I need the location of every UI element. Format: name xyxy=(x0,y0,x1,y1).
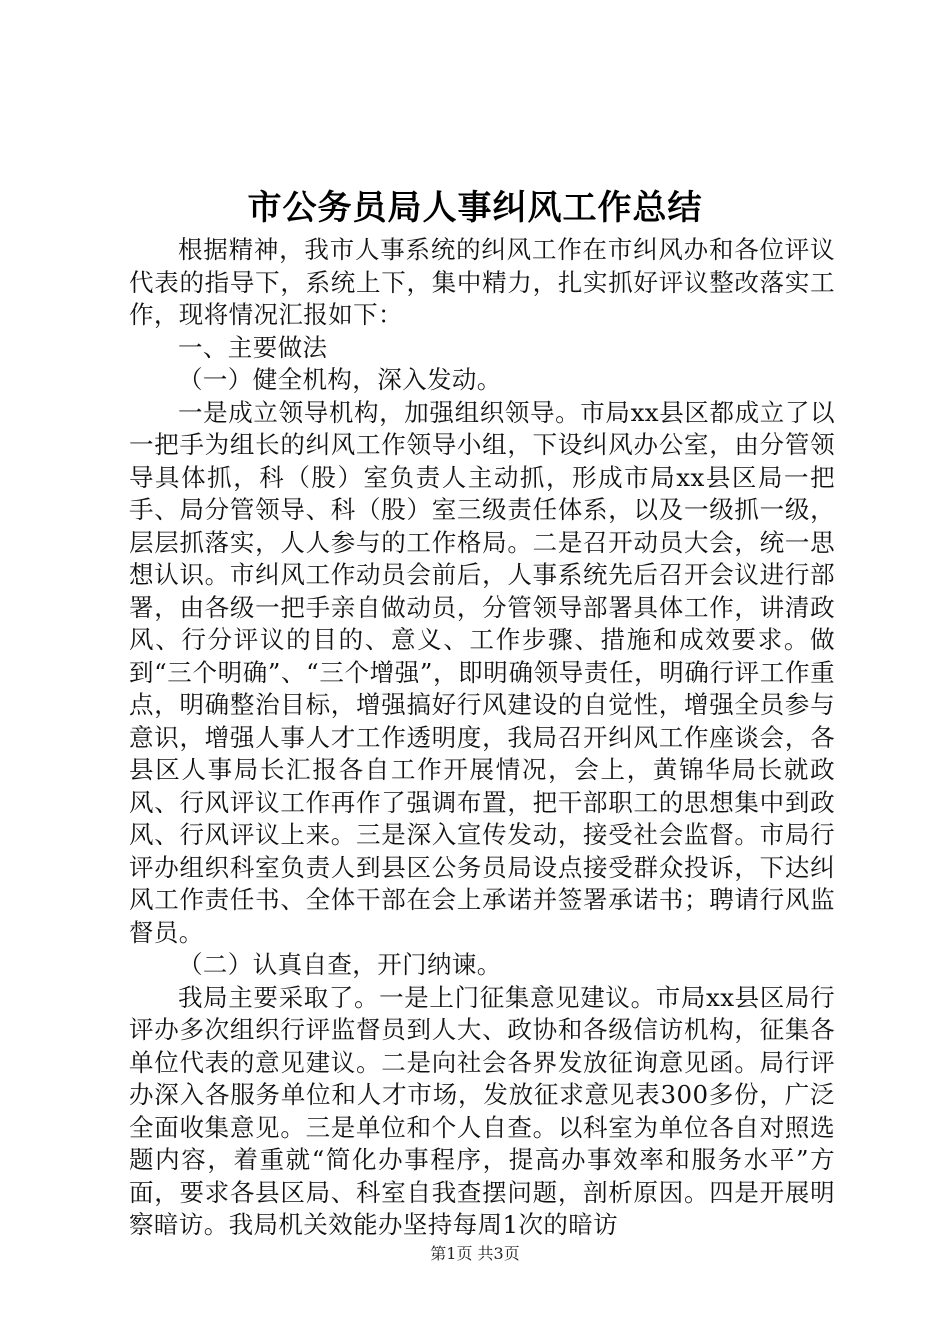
document-body xyxy=(129,234,835,1242)
subheading-2: （二）认真自查，开门纳谏。 xyxy=(178,950,502,979)
heading-main-practices: 一、主要做法 xyxy=(178,332,328,362)
page-number: 第1页 共3页 xyxy=(430,1244,520,1263)
document-title: 市公务员局人事纠风工作总结 xyxy=(247,188,703,228)
paragraph-organization: 一是成立领导机构，加强组织领导。市局xx县区都成立了以一把手为组长的纠风工作领导小组，下设纠风办公室，由分管领导具体抓，科（股）室负责人主动抓，形成市局xx县区局一把手、局分管领导、科（股）室三级责任体系，以及一级抓一级，层层抓落实，人人参与的工作格局。二是召开动员大会，统一思想认识。市纠风工作动员会前后，人事系统先后召开会议进行部署，由各级一把手亲自做动员，分管领导部署具体工作，讲清政风、行分评议的目的、意义、工作步骤、措施和成效要求。做到“三个明确”、“三个增强”，即明确领导责任，明确行评工作重点，明确整治目标，增强搞好行风建设的自觉性，增强全员参与意识，增强人事人才工作透明度，我局召开纠风工作座谈会，各县区人事局长汇报各自工作开展情况，会上，黄锦华局长就政风、行风评议工作再作了强调布置，把干部职工的思想集中到政风、行风评议上来。三是深入宣传发动，接受社会监督。市局行评办组织科室负责人到县区公务员局设点接受群众投诉，下达纠风工作责任书、全体干部在会上承诺并签署承诺书；聘请行风监督员。 xyxy=(129,397,835,947)
paragraph-self-inspection: 我局主要采取了。一是上门征集意见建议。市局xx县区局行评办多次组织行评监督员到人大、政协和各级信访机构，征集各单位代表的意见建议。二是向社会各界发放征询意见函。局行评办深入各服务单位和人才市场，发放征求意见表300多份，广泛全面收集意见。三是单位和个人自查。以科室为单位各自对照选题内容，着重就“简化办事程序，提高办事效率和服务水平”方面，要求各县区局、科室自我查摆问题，剖析原因。四是开展明察暗访。我局机关效能办坚持每周1次的暗访 xyxy=(129,982,835,1239)
subheading-1: （一）健全机构，深入发动。 xyxy=(178,365,502,394)
paragraph-intro: 根据精神，我市人事系统的纠风工作在市纠风办和各位评议代表的指导下，系统上下，集中精力，扎实抓好评议整改落实工作，现将情况汇报如下： xyxy=(129,235,835,329)
